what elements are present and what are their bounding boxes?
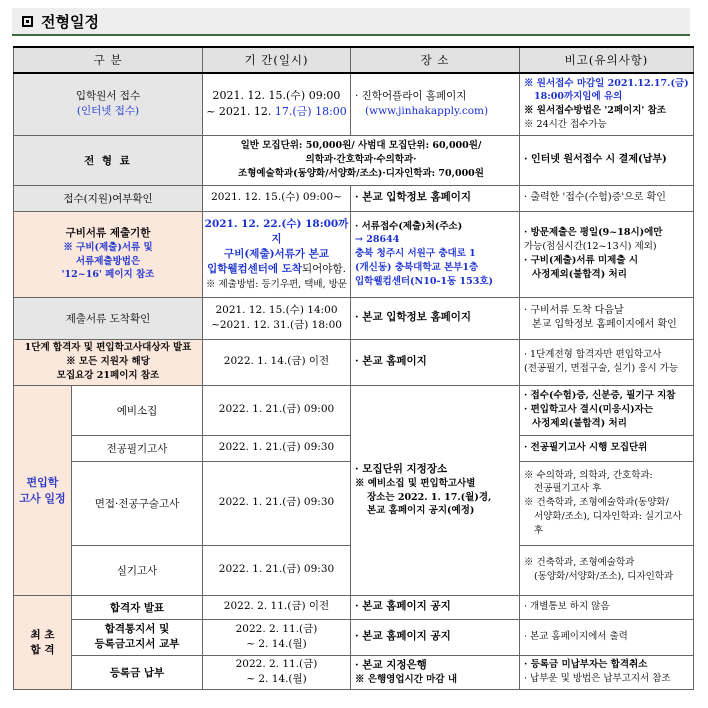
- cell-announce-period: 2022. 2. 11.(금) 이전: [203, 595, 351, 619]
- cell-practical-note: ※ 건축학과, 조형예술학과 (동양화/서양화/조소), 디자인학과: [520, 545, 694, 595]
- cell-docs-category: 구비서류 제출기한 ※ 구비(제출)서류 및 서류제출방법은 '12~16' 페이지 참조: [14, 211, 203, 297]
- cell-interview-note: ※ 수의학과, 의학과, 간호학과: 전공필기고사 후 ※ 건축학과, 조형예술학과(동양화/ 서양화/조소), 디자인학과: 실기고사 후: [520, 461, 694, 545]
- cell-apply-period: 2021. 12. 15.(수) 09:00 ~ 2021. 12. 17.(금) 18:00: [203, 73, 351, 135]
- row-fee: [14, 135, 694, 185]
- cell-final-group: 최 초 합 격: [14, 595, 72, 689]
- cell-arrival-period: 2021. 12. 15.(수) 14:00 ~2021. 12. 31.(금) 18:00: [203, 297, 351, 339]
- cell-payment-period: 2022. 2. 11.(금) ~ 2. 14.(월): [203, 655, 351, 689]
- row-final-payment: [14, 655, 694, 689]
- cell-interview-label: 면접·전공구술고사: [72, 461, 203, 545]
- cell-written-label: 전공필기고사: [72, 435, 203, 461]
- cell-confirm-category: 접수(지원)여부확인: [14, 185, 203, 211]
- cell-interview-period: 2022. 1. 21.(금) 09:30: [203, 461, 351, 545]
- cell-prelim-period: 2022. 1. 21.(금) 09:00: [203, 385, 351, 435]
- cell-announce-label: 합격자 발표: [72, 595, 203, 619]
- cell-docs-note: · 방문제출은 평일(9~18시)에만 가능(점심시간(12~13시) 제외) · 구비(제출)서류 미제출 시 사정제외(불합격) 처리: [520, 211, 694, 297]
- cell-notice-period: 2022. 2. 11.(금) ~ 2. 14.(월): [203, 619, 351, 655]
- cell-transfer-place: · 모집단위 지정장소 ※ 예비소집 및 편입학고사별 장소는 2022. 1. 17.(월)경, 본교 홈페이지 공지(예정): [351, 385, 520, 595]
- header-note: 비고(유의사항): [520, 47, 694, 73]
- row-apply: [14, 73, 694, 135]
- cell-stage1-period: 2022. 1. 14.(금) 이전: [203, 339, 351, 385]
- row-confirm: [14, 185, 694, 211]
- header-period: 기 간(일시): [203, 47, 351, 73]
- cell-notice-note: · 본교 홈페이지에서 출력: [520, 619, 694, 655]
- cell-announce-note: · 개별통보 하지 않음: [520, 595, 694, 619]
- table-header-row: [14, 47, 694, 73]
- cell-stage1-category: 1단계 합격자 및 편입학고사대상자 발표 ※ 모든 지원자 해당 모집요강 21페이지 참조: [14, 339, 203, 385]
- cell-prelim-label: 예비소집: [72, 385, 203, 435]
- cell-docs-place: · 서류접수(제출)처(주소) → 28644 충북 청주시 서원구 충대로 1 (개신동) 충북대학교 본부1층 입학웰컴센터(N10-1동 153호): [351, 211, 520, 297]
- row-final-announce: [14, 595, 694, 619]
- cell-written-note: · 전공필기고사 시행 모집단위: [520, 435, 694, 461]
- cell-practical-label: 실기고사: [72, 545, 203, 595]
- schedule-table: [13, 46, 694, 690]
- cell-stage1-note: · 1단계전형 합격자만 편입학고사 (전공필기, 면접구술, 실기) 응시 가능: [520, 339, 694, 385]
- cell-notice-label: 합격통지서 및 등록금고지서 교부: [72, 619, 203, 655]
- cell-fee-note: · 인터넷 원서접수 시 결제(납부): [520, 135, 694, 185]
- cell-payment-note: · 등록금 미납부자는 합격취소 · 납부운 및 방법은 납부고지서 참조: [520, 655, 694, 689]
- cell-apply-category: 입학원서 접수 (인터넷 접수): [14, 73, 203, 135]
- cell-payment-place: · 본교 지정은행 ※ 은행영업시간 마감 내: [351, 655, 520, 689]
- cell-confirm-period: 2021. 12. 15.(수) 09:00~: [203, 185, 351, 211]
- cell-docs-period: 2021. 12. 22.(수) 18:00까지 구비(제출)서류가 본교 입학웰컴센터에 도착되어야함. ※ 제출방법: 등기우편, 택배, 방문: [203, 211, 351, 297]
- cell-transfer-group: 편입학 고사 일정: [14, 385, 72, 595]
- cell-announce-place: · 본교 홈페이지 공지: [351, 595, 520, 619]
- cell-confirm-place: · 본교 입학정보 홈페이지: [351, 185, 520, 211]
- cell-stage1-place: · 본교 홈페이지: [351, 339, 520, 385]
- cell-arrival-place: · 본교 입학정보 홈페이지: [351, 297, 520, 339]
- cell-payment-label: 등록금 납부: [72, 655, 203, 689]
- cell-arrival-note: · 구비서류 도착 다음날 본교 입학정보 홈페이지에서 확인: [520, 297, 694, 339]
- cell-practical-period: 2022. 1. 21.(금) 09:30: [203, 545, 351, 595]
- square-bullet-icon: [22, 16, 33, 27]
- row-arrival: [14, 297, 694, 339]
- cell-notice-place: · 본교 홈페이지 공지: [351, 619, 520, 655]
- cell-prelim-note: · 접수(수험)증, 신분증, 필기구 지참 · 편입학고사 결시(미응시)자는 사정제외(불합격) 처리: [520, 385, 694, 435]
- cell-fee-category: 전 형 료: [14, 135, 203, 185]
- section-header: [12, 8, 690, 36]
- cell-fee-amount: 일반 모집단위: 50,000원/ 사범대 모집단위: 60,000원/ 의학과·간호학과·수의학과· 조형예술학과(동양화/서양화/조소)·디자인학과: 70,000원: [203, 135, 520, 185]
- section-title: 전형일정: [41, 12, 99, 31]
- row-transfer-prelim: [14, 385, 694, 435]
- cell-arrival-category: 제출서류 도착확인: [14, 297, 203, 339]
- cell-confirm-note: · 출력한 '접수(수험)증'으로 확인: [520, 185, 694, 211]
- cell-apply-note: ※ 원서접수 마감일 2021.12.17.(금) 18:00까지임에 유의 ※ 원서접수방법은 '2페이지' 참조 ※ 24시간 접수가능: [520, 73, 694, 135]
- header-category: 구 분: [14, 47, 203, 73]
- cell-apply-place: · 진학어플라이 홈페이지 (www.jinhakapply.com): [351, 73, 520, 135]
- cell-written-period: 2022. 1. 21.(금) 09:30: [203, 435, 351, 461]
- row-docs: [14, 211, 694, 297]
- header-place: 장 소: [351, 47, 520, 73]
- row-stage1: [14, 339, 694, 385]
- row-final-notice: [14, 619, 694, 655]
